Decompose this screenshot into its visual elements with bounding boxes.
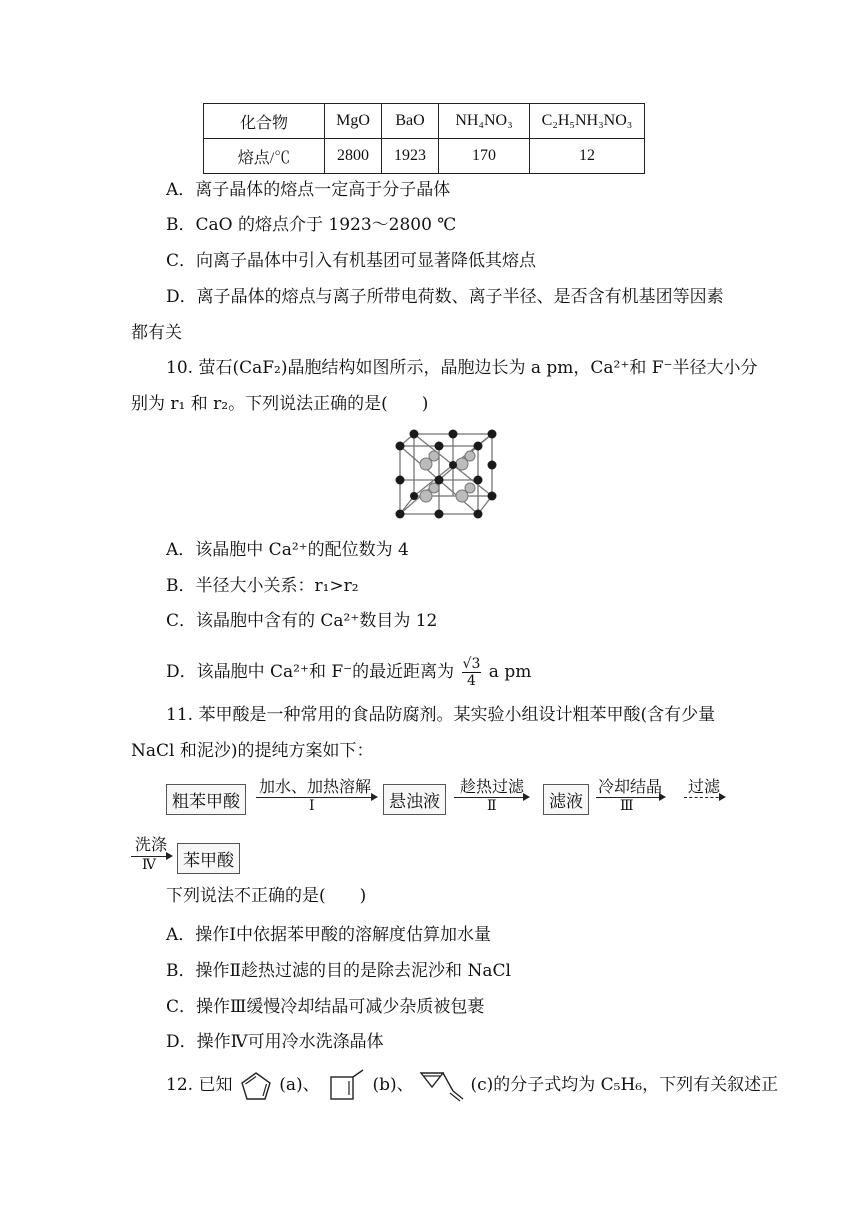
- q11-option-b: B．操作Ⅱ趁热过滤的目的是除去泥沙和 NaCl: [166, 961, 511, 981]
- flow-step5-label: 洗涤: [134, 835, 167, 854]
- fraction-denominator: 4: [467, 673, 476, 689]
- q12-stem: [166, 1068, 778, 1103]
- q11-stem-line1: 11. 苯甲酸是一种常用的食品防腐剂。某实验小组设计粗苯甲酸(含有少量: [166, 705, 716, 725]
- table-header-cell: MgO: [325, 104, 382, 139]
- q9-option-d: D．离子晶体的熔点与离子所带电荷数、离子半径、是否含有机基团等因素: [166, 287, 724, 307]
- flow-box-filtrate: [543, 784, 589, 815]
- q10-option-c: C．该晶胞中含有的 Ca²⁺数目为 12: [166, 611, 438, 631]
- q11-stem-line2: NaCl 和泥沙)的提纯方案如下：: [131, 741, 374, 761]
- q11-option-c: C．操作Ⅲ缓慢冷却结晶可减少杂质被包裹: [166, 997, 485, 1017]
- melting-point-table: [203, 103, 645, 174]
- cyclopentadiene-structure-icon: [238, 1070, 274, 1102]
- q10-stem-line1: 10. 萤石(CaF₂)晶胞结构如图所示，晶胞边长为 a pm，Ca²⁺和 F⁻半径大小分: [166, 358, 758, 378]
- q10-stem-line2: 别为 r₁ 和 r₂。下列说法正确的是( ): [131, 394, 429, 414]
- table-cell: 2800: [325, 139, 382, 174]
- q10-option-b: B．半径大小关系：r₁>r₂: [166, 576, 359, 596]
- table-header-cell: 化合物: [204, 104, 325, 139]
- q10-option-a: A．该晶胞中 Ca²⁺的配位数为 4: [166, 540, 409, 560]
- q11-stem-question: 下列说法不正确的是( ): [166, 886, 367, 906]
- q9-option-b: B．CaO 的熔点介于 1923～2800 ℃: [166, 215, 457, 235]
- q11-option-a: A．操作Ⅰ中依据苯甲酸的溶解度估算加水量: [166, 925, 491, 945]
- q9-option-d-cont: 都有关: [131, 323, 182, 343]
- table-header-row: [204, 104, 645, 139]
- flow-box-label: 悬浊液: [383, 784, 446, 815]
- q12-label-a: (a)、: [279, 1075, 320, 1095]
- q10-option-d-unit: a pm: [488, 662, 532, 682]
- q10-option-d-text: D．该晶胞中 Ca²⁺和 F⁻的最近距离为: [166, 662, 455, 682]
- flow-box-label: 滤液: [543, 784, 589, 815]
- table-cell: 170: [439, 139, 530, 174]
- flow-step3-label: 冷却结晶: [597, 777, 662, 796]
- fraction-numerator: √3: [462, 656, 481, 672]
- flow-step5-number: Ⅳ: [142, 857, 156, 873]
- methylenecyclobutene-structure-icon: [325, 1069, 367, 1103]
- flow-box-label: 粗苯甲酸: [166, 784, 246, 815]
- q12-prefix: 12. 已知: [166, 1075, 233, 1095]
- table-header-cell: BaO: [382, 104, 439, 139]
- table-row-label: 熔点/℃: [204, 139, 325, 174]
- table-header-cell: NH₄NO₃: [439, 104, 530, 139]
- fluorite-unit-cell-figure: [392, 428, 500, 520]
- flow-step1-number: Ⅰ: [309, 798, 315, 814]
- q12-label-b: (b)、: [372, 1075, 414, 1095]
- flow-box-label: 苯甲酸: [177, 843, 240, 874]
- q9-option-c: C．向离子晶体中引入有机基团可显著降低其熔点: [166, 251, 537, 271]
- flow-step2-number: Ⅱ: [487, 798, 497, 814]
- table-header-cell: C₂H₅NH₃NO₃: [530, 104, 645, 139]
- flow-step2-label: 趁热过滤: [459, 777, 524, 796]
- flow-arrow-1: [256, 797, 376, 798]
- table-cell: 1923: [382, 139, 439, 174]
- flow-box-benzoic-acid: [177, 843, 240, 874]
- flow-box-crude-acid: [166, 784, 246, 815]
- vinylcyclopropene-structure-icon: [419, 1069, 465, 1103]
- flow-step4-label: 过滤: [687, 777, 720, 796]
- fraction: [462, 656, 482, 689]
- table-row: [204, 139, 645, 174]
- flow-box-suspension: [383, 784, 446, 815]
- q12-label-c: (c)的分子式均为 C₅H₆，下列有关叙述正: [470, 1075, 779, 1095]
- q11-option-d: D．操作Ⅳ可用冷水洗涤晶体: [166, 1032, 384, 1052]
- flow-step3-number: Ⅲ: [620, 798, 634, 814]
- q10-option-d: [166, 656, 531, 689]
- q9-option-a: A．离子晶体的熔点一定高于分子晶体: [166, 180, 451, 200]
- flow-step1-label: 加水、加热溶解: [258, 777, 371, 796]
- table-cell: 12: [530, 139, 645, 174]
- flow-arrow-4: [684, 797, 724, 798]
